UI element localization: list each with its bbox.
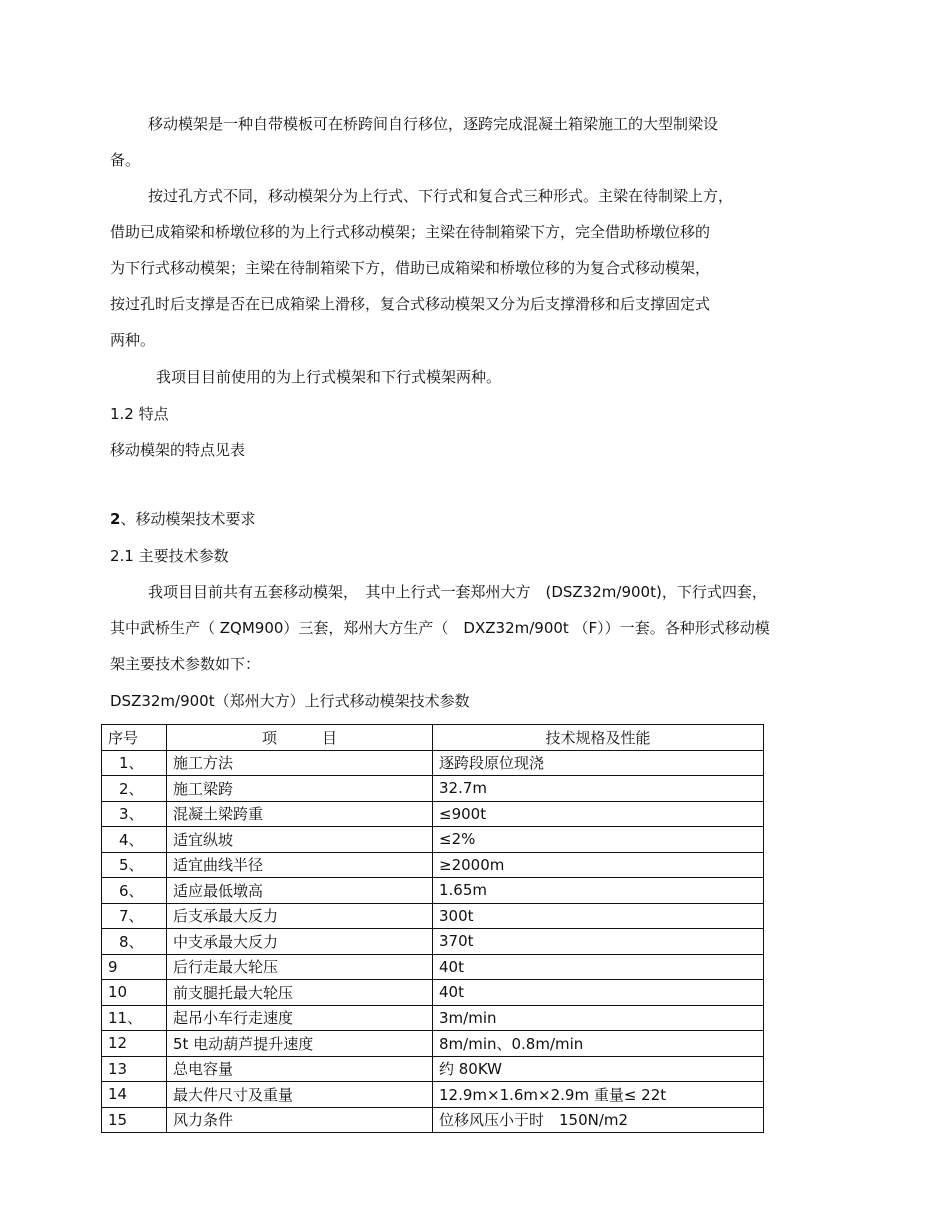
cell-no: 6、 (102, 878, 167, 904)
cell-spec: 12.9m×1.6m×2.9m 重量≤ 22t (433, 1082, 764, 1108)
header-item: 项 目 (167, 725, 433, 751)
cell-spec: ≤900t (433, 801, 764, 827)
table-row (102, 827, 764, 853)
table-row (102, 1056, 764, 1082)
cell-no: 3、 (102, 801, 167, 827)
table-caption: DSZ32m/900t（郑州大方）上行式移动模架技术参数 (110, 692, 470, 710)
cell-no: 8、 (102, 929, 167, 955)
cell-no: 10 (102, 980, 167, 1006)
heading-1-2: 1.2 特点 (110, 405, 169, 423)
header-no: 序号 (102, 725, 167, 751)
table-row (102, 1031, 764, 1057)
paragraph-types-line-2: 借助已成箱梁和桥墩位移的为上行式移动模架；主梁在待制箱梁下方，完全借助桥墩位移的 (110, 223, 711, 241)
cell-item: 最大件尺寸及重量 (167, 1082, 433, 1108)
table-row (102, 750, 764, 776)
table-row (102, 852, 764, 878)
cell-no: 13 (102, 1056, 167, 1082)
cell-item: 后行走最大轮压 (167, 954, 433, 980)
heading-2-1: 2.1 主要技术参数 (110, 547, 229, 565)
cell-no: 14 (102, 1082, 167, 1108)
cell-item: 5t 电动葫芦提升速度 (167, 1031, 433, 1057)
paragraph-project-usage: 我项目目前使用的为上行式模架和下行式模架两种。 (156, 368, 502, 386)
cell-spec: 32.7m (433, 776, 764, 802)
paragraph-params-line-3: 架主要技术参数如下： (110, 655, 261, 673)
paragraph-params-line-1: 我项目目前共有五套移动模架， 其中上行式一套郑州大方 (DSZ32m/900t)，下行式四套， (148, 583, 767, 601)
cell-item: 起吊小车行走速度 (167, 1005, 433, 1031)
paragraph-types-line-5: 两种。 (110, 331, 156, 349)
cell-item: 施工方法 (167, 750, 433, 776)
table-row (102, 954, 764, 980)
paragraph-intro-line-2: 备。 (110, 151, 141, 169)
cell-no: 7、 (102, 903, 167, 929)
cell-item: 总电容量 (167, 1056, 433, 1082)
cell-no: 4、 (102, 827, 167, 853)
table-row (102, 776, 764, 802)
cell-no: 5、 (102, 852, 167, 878)
heading-2: 2、移动模架技术要求 (110, 510, 256, 528)
table-row (102, 929, 764, 955)
cell-spec: ≤2% (433, 827, 764, 853)
cell-no: 12 (102, 1031, 167, 1057)
cell-spec: 40t (433, 980, 764, 1006)
paragraph-features-ref: 移动模架的特点见表 (110, 441, 246, 459)
cell-no: 2、 (102, 776, 167, 802)
cell-no: 1、 (102, 750, 167, 776)
cell-no: 9 (102, 954, 167, 980)
cell-no: 15 (102, 1107, 167, 1133)
paragraph-intro-line-1: 移动模架是一种自带模板可在桥跨间自行移位，逐跨完成混凝土箱梁施工的大型制梁设 (148, 115, 719, 133)
tech-params-table (101, 724, 764, 1133)
table-row (102, 1005, 764, 1031)
cell-item: 混凝土梁跨重 (167, 801, 433, 827)
paragraph-params-line-2: 其中武桥生产（ ZQM900）三套，郑州大方生产（ DXZ32m/900t （F））一套。各种形式移动模 (110, 619, 770, 637)
table-row (102, 1082, 764, 1108)
heading-2-number: 2 (110, 510, 121, 528)
header-spec: 技术规格及性能 (433, 725, 764, 751)
cell-spec: ≥2000m (433, 852, 764, 878)
table-row (102, 903, 764, 929)
cell-spec: 40t (433, 954, 764, 980)
cell-item: 中支承最大反力 (167, 929, 433, 955)
table-row (102, 801, 764, 827)
cell-spec: 位移风压小于时 150N/m2 (433, 1107, 764, 1133)
paragraph-types-line-1: 按过孔方式不同，移动模架分为上行式、下行式和复合式三种形式。主梁在待制梁上方， (148, 187, 734, 205)
cell-item: 施工梁跨 (167, 776, 433, 802)
cell-item: 适宜曲线半径 (167, 852, 433, 878)
cell-item: 后支承最大反力 (167, 903, 433, 929)
cell-spec: 300t (433, 903, 764, 929)
table-header-row (102, 725, 764, 751)
cell-item: 风力条件 (167, 1107, 433, 1133)
cell-item: 适应最低墩高 (167, 878, 433, 904)
cell-item: 前支腿托最大轮压 (167, 980, 433, 1006)
cell-item: 适宜纵坡 (167, 827, 433, 853)
paragraph-types-line-3: 为下行式移动模架；主梁在待制箱梁下方，借助已成箱梁和桥墩位移的为复合式移动模架， (110, 259, 711, 277)
paragraph-types-line-4: 按过孔时后支撑是否在已成箱梁上滑移，复合式移动模架又分为后支撑滑移和后支撑固定式 (110, 295, 711, 313)
table-row (102, 1107, 764, 1133)
cell-spec: 约 80KW (433, 1056, 764, 1082)
table-row (102, 878, 764, 904)
cell-no: 11、 (102, 1005, 167, 1031)
table-row (102, 980, 764, 1006)
cell-spec: 370t (433, 929, 764, 955)
cell-spec: 8m/min、0.8m/min (433, 1031, 764, 1057)
cell-spec: 3m/min (433, 1005, 764, 1031)
cell-spec: 1.65m (433, 878, 764, 904)
cell-spec: 逐跨段原位现浇 (433, 750, 764, 776)
